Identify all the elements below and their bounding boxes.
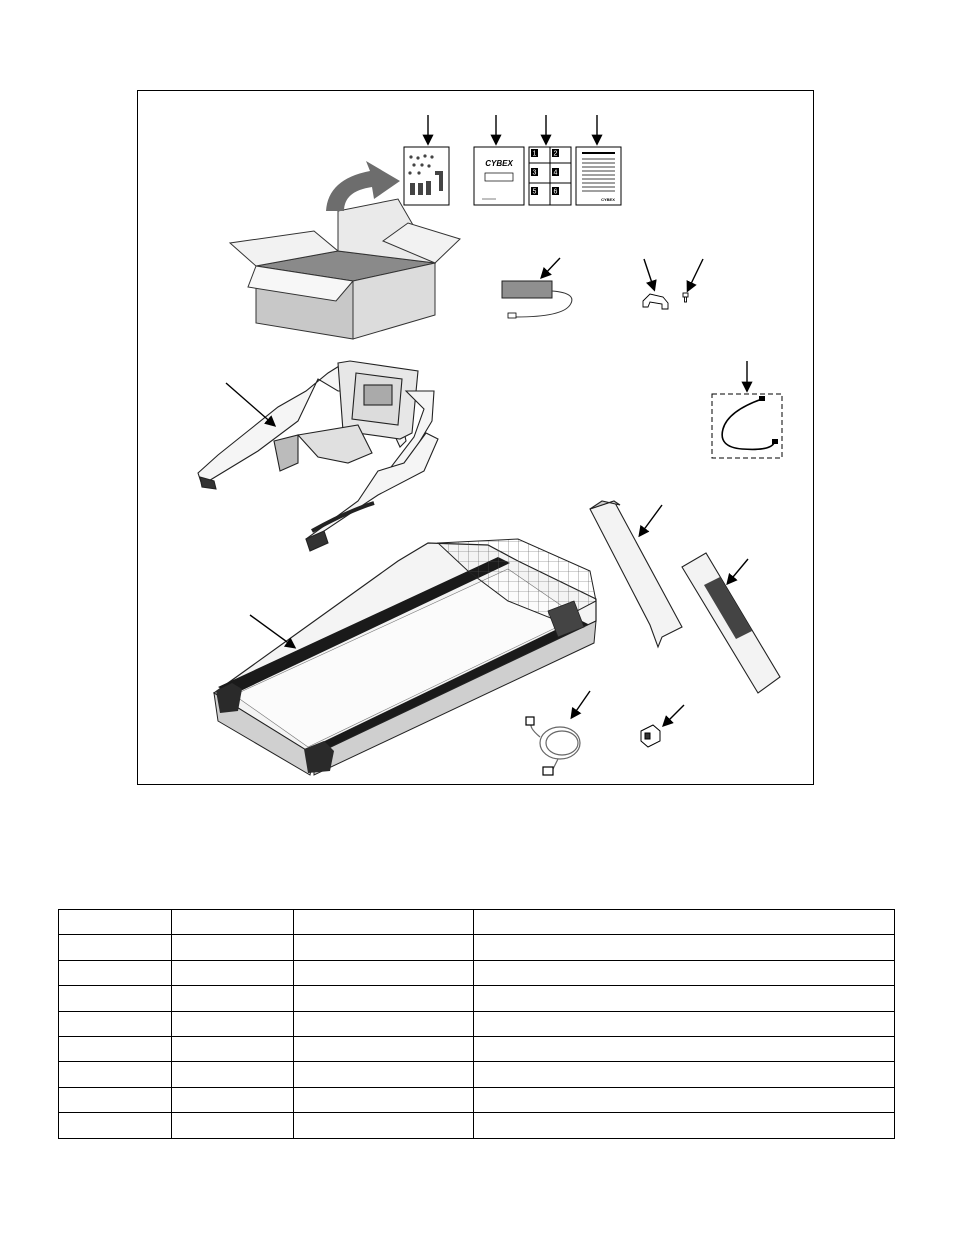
table-cell: [474, 1113, 895, 1138]
table-cell: [59, 1011, 172, 1036]
table-row: [59, 986, 895, 1011]
table-cell: [172, 960, 294, 985]
screw: [683, 293, 688, 302]
page-number-4: 4: [553, 169, 558, 177]
table-cell: [474, 910, 895, 935]
table-cell: [172, 1011, 294, 1036]
table-row: [59, 1036, 895, 1061]
table-cell: [172, 1113, 294, 1138]
table-cell: [474, 1087, 895, 1112]
left-side-cover: [590, 501, 682, 647]
treadmill-base: [214, 539, 596, 775]
table-row: [59, 1062, 895, 1087]
table-cell: [474, 960, 895, 985]
shipping-box: [230, 199, 460, 339]
owners-manual: [474, 147, 524, 205]
guide-footer-logo: CYBEX: [601, 197, 615, 202]
parts-list-table: [58, 909, 895, 1139]
page-number-2: 2: [553, 150, 558, 158]
quick-start-sheet: [529, 147, 571, 205]
page-number-3: 3: [532, 169, 537, 177]
table-cell: [59, 986, 172, 1011]
table-cell: [474, 1036, 895, 1061]
table-cell: [294, 1011, 474, 1036]
page-number-6: 6: [553, 188, 558, 196]
page-number-1: 1: [532, 150, 537, 158]
cable-box: [712, 394, 782, 458]
table-row: [59, 1087, 895, 1112]
right-side-cover: [682, 553, 780, 693]
data-cable: [722, 399, 774, 449]
table-cell: [294, 960, 474, 985]
table-row: [59, 935, 895, 960]
page-number-5: 5: [532, 188, 537, 196]
table-cell: [294, 1062, 474, 1087]
hardware-kit-card: [404, 147, 449, 205]
table-row: [59, 1011, 895, 1036]
table-cell: [172, 986, 294, 1011]
assembly-guide: [576, 147, 621, 205]
table-cell: [59, 960, 172, 985]
table-cell: [172, 1087, 294, 1112]
table-cell: [172, 935, 294, 960]
table-row: [59, 1113, 895, 1138]
table-cell: [474, 1011, 895, 1036]
table-cell: [59, 1113, 172, 1138]
table-cell: [59, 1062, 172, 1087]
table-cell: [474, 935, 895, 960]
plug-adapter: [641, 725, 660, 747]
table-cell: [294, 986, 474, 1011]
table-cell: [172, 1062, 294, 1087]
mounting-bracket: [643, 294, 668, 309]
table-cell: [294, 1087, 474, 1112]
parts-illustration: [137, 90, 814, 785]
table-cell: [474, 986, 895, 1011]
power-cord: [526, 717, 580, 775]
table-cell: [474, 1062, 895, 1087]
table-cell: [294, 935, 474, 960]
table-cell: [59, 910, 172, 935]
table-cell: [294, 910, 474, 935]
manual-logo: CYBEX: [485, 159, 513, 168]
table-cell: [59, 1087, 172, 1112]
table-cell: [172, 1036, 294, 1061]
power-adapter: [502, 281, 572, 318]
table-cell: [59, 935, 172, 960]
table-cell: [294, 1036, 474, 1061]
table-cell: [59, 1036, 172, 1061]
table-header-row: [59, 910, 895, 935]
table-cell: [172, 910, 294, 935]
table-cell: [294, 1113, 474, 1138]
table-row: [59, 960, 895, 985]
